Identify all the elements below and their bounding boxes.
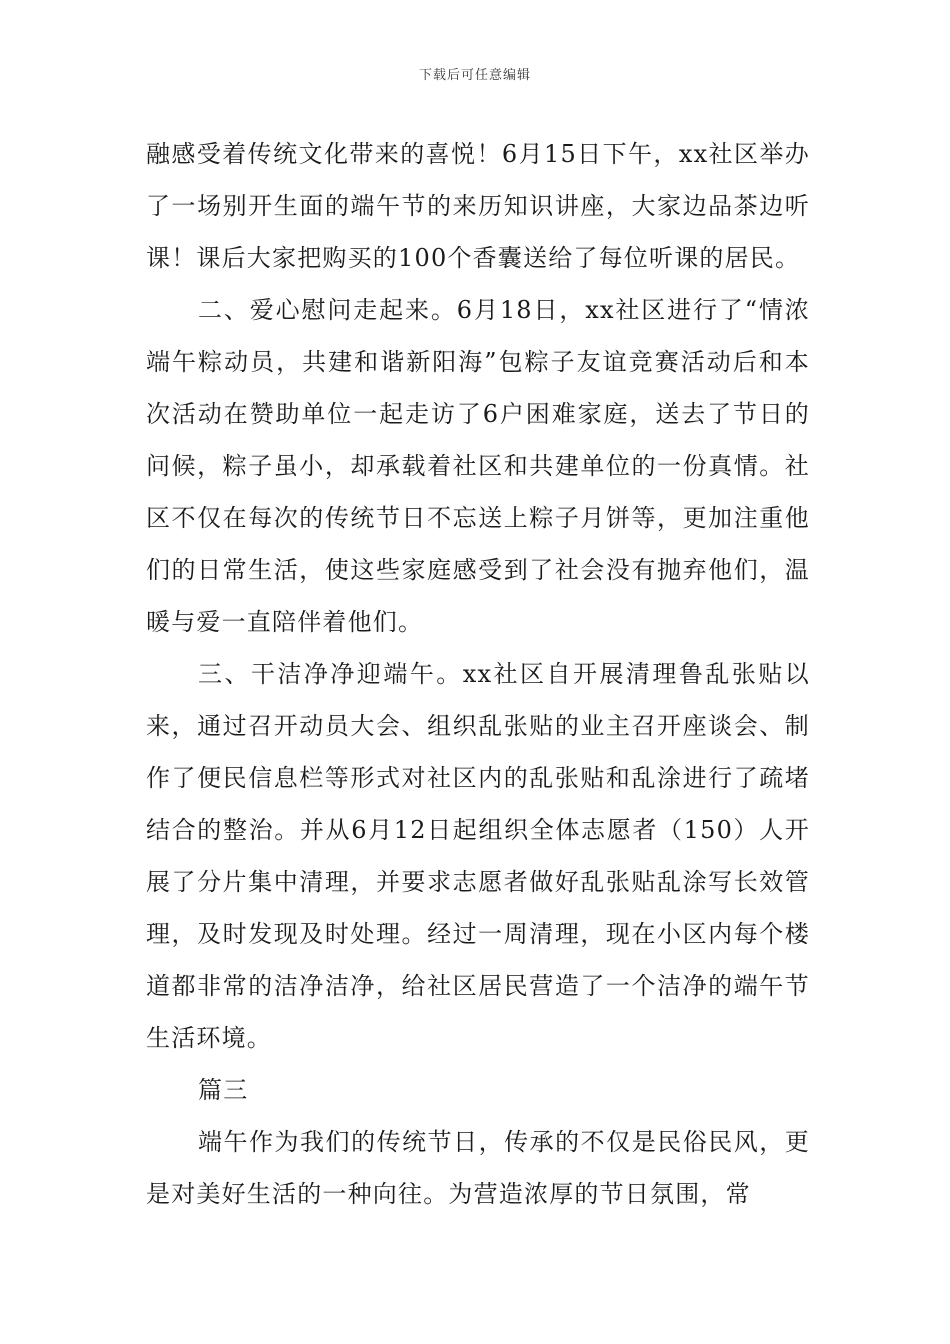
document-body	[146, 128, 810, 1220]
paragraph-3: 三、干洁净净迎端午。xx社区自开展清理鲁乱张贴以来，通过召开动员大会、组织乱张贴的业主召开座谈会、制作了便民信息栏等形式对社区内的乱张贴和乱涂进行了疏堵结合的整治。并从6月12日起组织全体志愿者（150）人开展了分片集中清理，并要求志愿者做好乱张贴乱涂写长效管理，及时发现及时处理。经过一周清理，现在小区内每个楼道都非常的洁净洁净，给社区居民营造了一个洁净的端午节生活环境。	[146, 660, 810, 1052]
paragraph-4: 端午作为我们的传统节日，传承的不仅是民俗民风，更是对美好生活的一种向往。为营造浓厚的节日氛围，常	[146, 1128, 810, 1208]
page-header: 下载后可任意编辑	[418, 68, 531, 83]
paragraph-2: 二、爱心慰问走起来。6月18日，xx社区进行了“情浓端午粽动员，共建和谐新阳海”包粽子友谊竞赛活动后和本次活动在赞助单位一起走访了6户困难家庭，送去了节日的问候，粽子虽小，却承载着社区和共建单位的一份真情。社区不仅在每次的传统节日不忘送上粽子月饼等，更加注重他们的日常生活，使这些家庭感受到了社会没有抛弃他们，温暖与爱一直陪伴着他们。	[146, 296, 810, 636]
section-heading: 篇三	[198, 1076, 249, 1104]
paragraph-1: 融感受着传统文化带来的喜悦！6月15日下午，xx社区举办了一场别开生面的端午节的来历知识讲座，大家边品茶边听课！课后大家把购买的100个香囊送给了每位听课的居民。	[146, 140, 810, 272]
